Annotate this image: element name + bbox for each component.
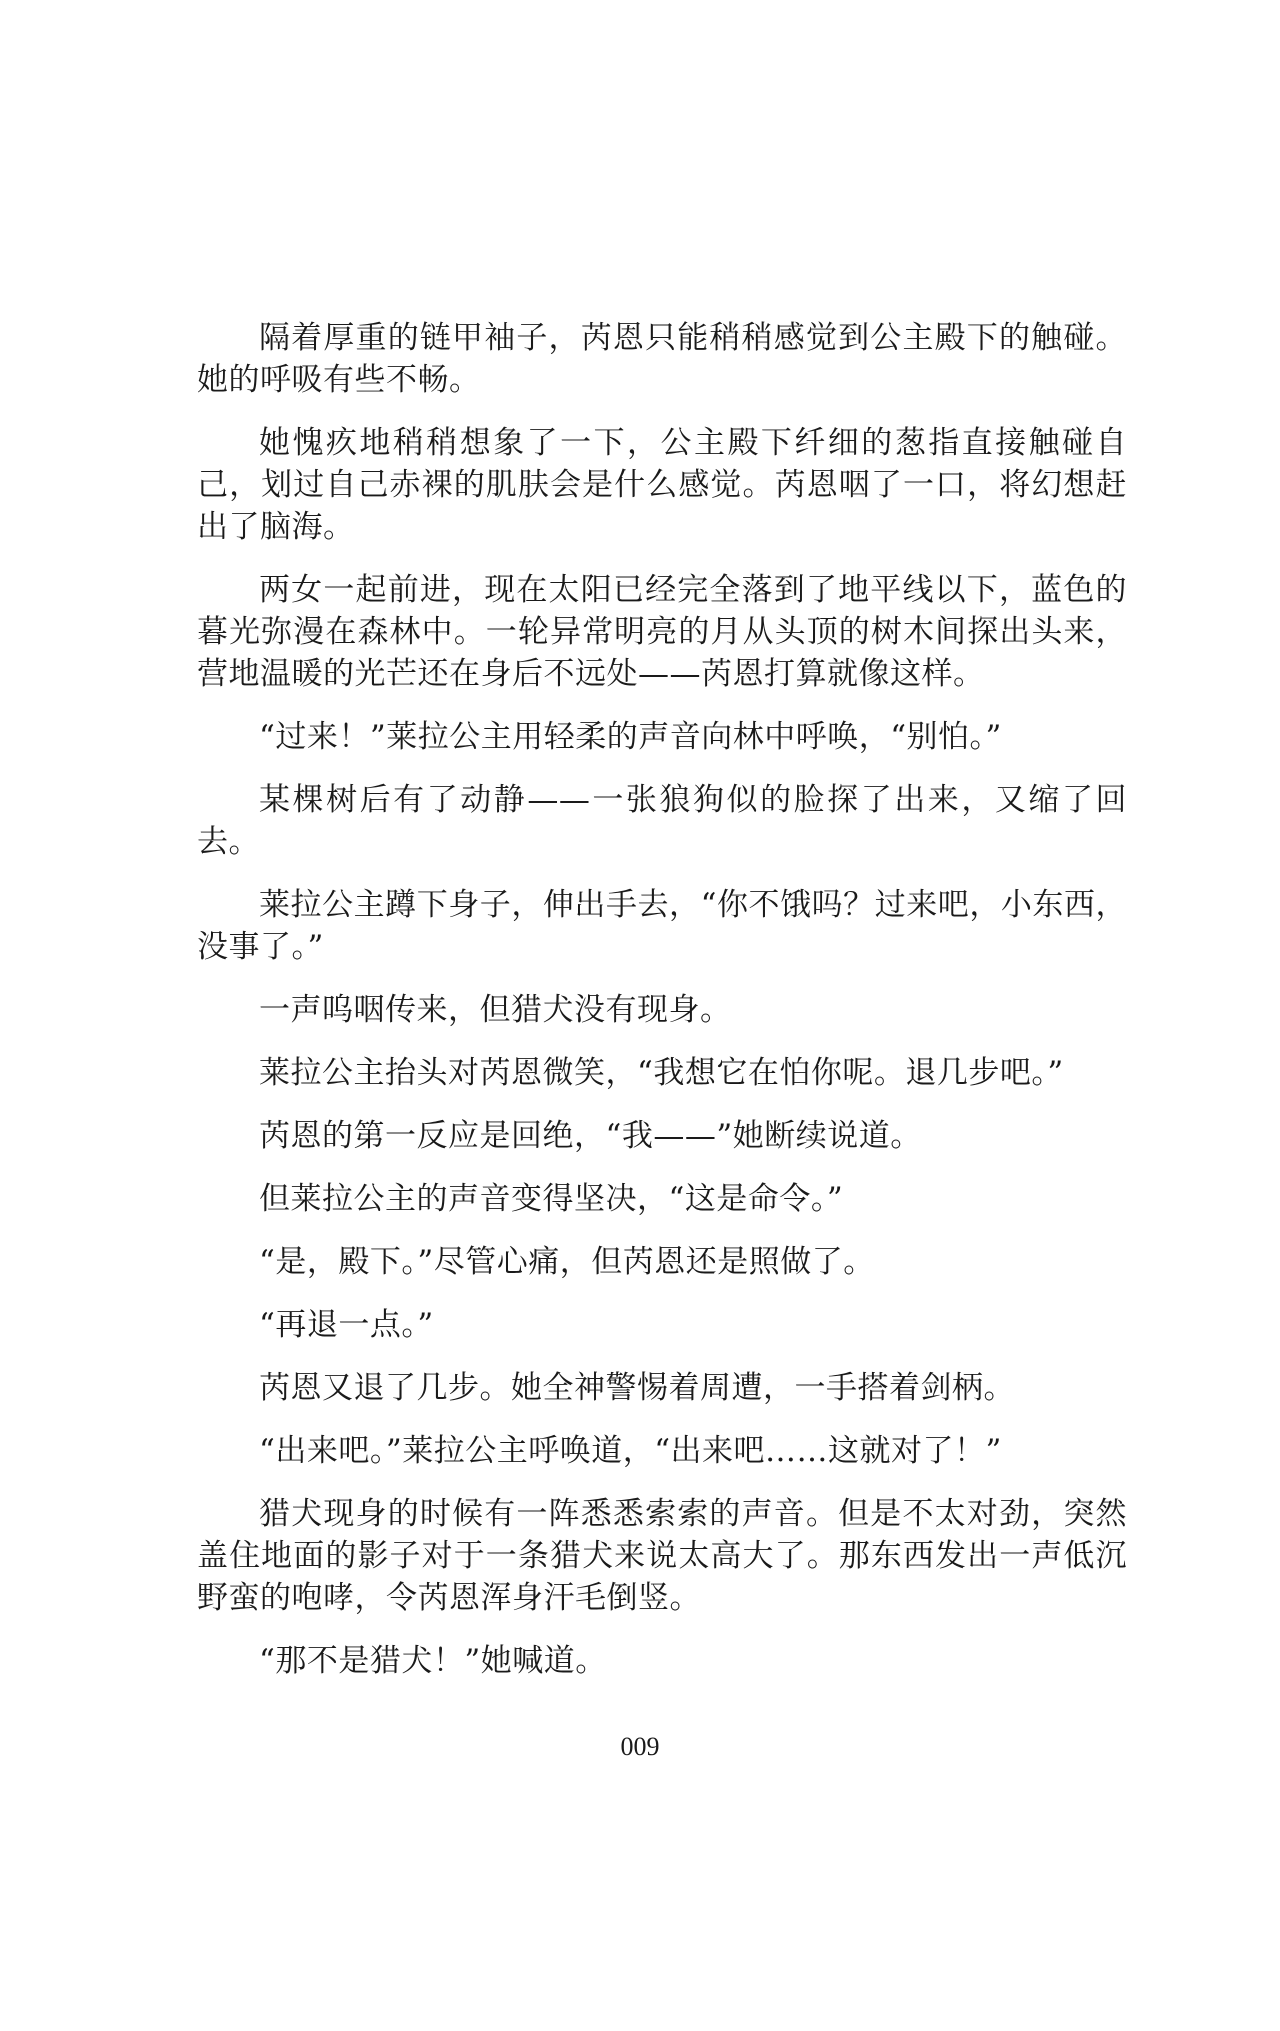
page-number: 009 — [620, 1732, 660, 1761]
paragraph-14: “出来吧。”莱拉公主呼唤道，“出来吧……这就对了！” — [259, 1433, 1002, 1469]
body-text — [197, 317, 1127, 1703]
paragraph-11: “是，殿下。”尽管心痛，但芮恩还是照做了。 — [259, 1244, 875, 1280]
paragraph-1: 隔着厚重的链甲袖子，芮恩只能稍稍感觉到公主殿下的触碰。她的呼吸有些不畅。 — [197, 320, 1127, 398]
paragraph-15: 猎犬现身的时候有一阵悉悉索索的声音。但是不太对劲，突然盖住地面的影子对于一条猎犬来说太高大了。那东西发出一声低沉野蛮的咆哮，令芮恩浑身汗毛倒竖。 — [197, 1496, 1127, 1616]
paragraph-9: 芮恩的第一反应是回绝，“我——”她断续说道。 — [259, 1118, 922, 1154]
paragraph-3: 两女一起前进，现在太阳已经完全落到了地平线以下，蓝色的暮光弥漫在森林中。一轮异常明亮的月从头顶的树木间探出头来，营地温暖的光芒还在身后不远处——芮恩打算就像这样。 — [197, 572, 1127, 692]
paragraph-5: 某棵树后有了动静——一张狼狗似的脸探了出来，又缩了回去。 — [197, 782, 1127, 860]
paragraph-8: 莱拉公主抬头对芮恩微笑，“我想它在怕你呢。退几步吧。” — [259, 1055, 1064, 1091]
paragraph-10: 但莱拉公主的声音变得坚决，“这是命令。” — [259, 1181, 844, 1217]
paragraph-6: 莱拉公主蹲下身子，伸出手去，“你不饿吗？过来吧，小东西，没事了。” — [197, 887, 1127, 965]
paragraph-12: “再退一点。” — [259, 1307, 434, 1343]
paragraph-4: “过来！”莱拉公主用轻柔的声音向林中呼唤，“别怕。” — [259, 719, 1002, 755]
paragraph-2: 她愧疚地稍稍想象了一下，公主殿下纤细的葱指直接触碰自己，划过自己赤裸的肌肤会是什么感觉。芮恩咽了一口，将幻想赶出了脑海。 — [197, 425, 1127, 545]
paragraph-7: 一声呜咽传来，但猎犬没有现身。 — [259, 992, 732, 1028]
paragraph-16: “那不是猎犬！”她喊道。 — [259, 1643, 607, 1679]
paragraph-13: 芮恩又退了几步。她全神警惕着周遭，一手搭着剑柄。 — [259, 1370, 1015, 1406]
